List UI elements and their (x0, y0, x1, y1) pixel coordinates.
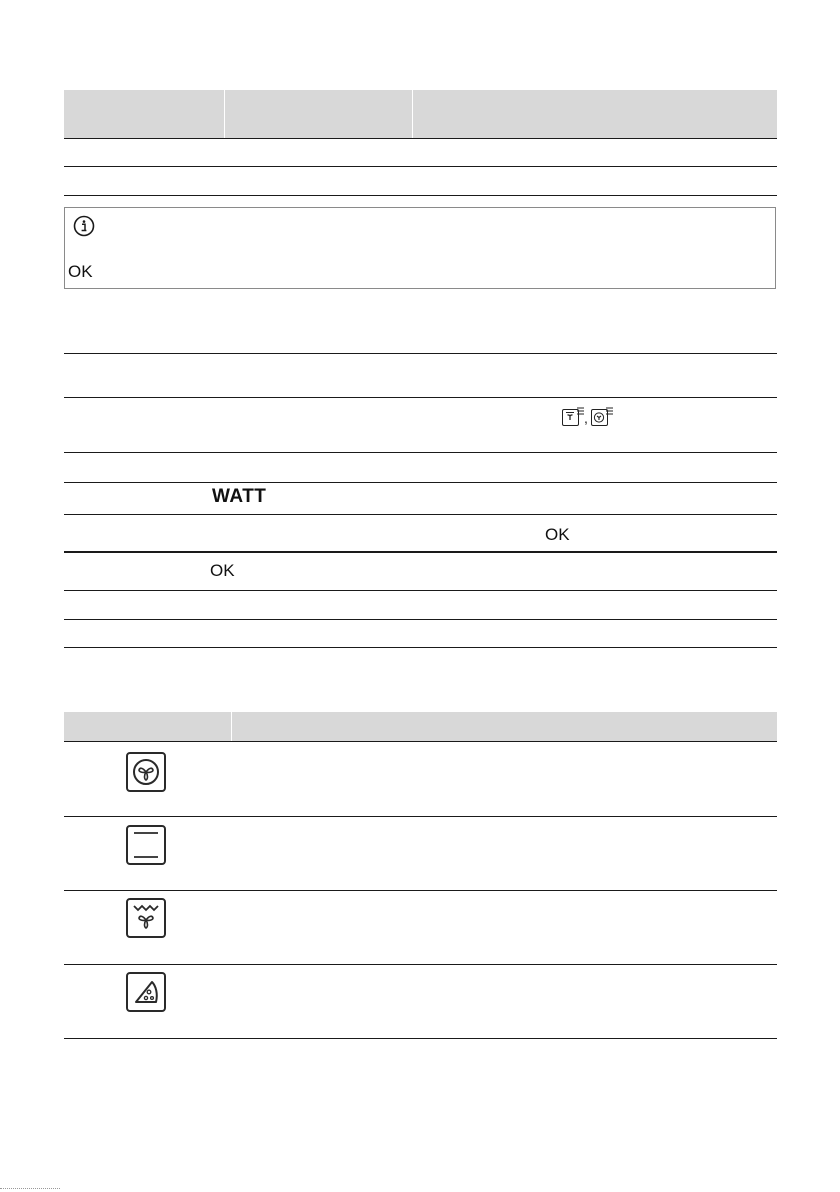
table3-row-rule (64, 964, 777, 965)
table3-row-rule (64, 816, 777, 817)
table1-header (64, 90, 777, 138)
pizza-icon (126, 972, 166, 1012)
note-ok-label: OK (68, 262, 93, 281)
icon-separator: , (584, 410, 588, 426)
fan-circle-grill-icon-rays (606, 403, 614, 413)
table2-top-rule (64, 353, 777, 354)
oven-frame-icon (126, 825, 166, 865)
table3-row-rule (64, 890, 777, 891)
info-note-box (64, 207, 776, 289)
table2-row-rule (64, 551, 777, 553)
table3-header-rule (64, 741, 777, 742)
fan-circle-icon (126, 752, 166, 792)
table2-row-rule (64, 514, 777, 515)
table1-header-rule (64, 138, 777, 139)
info-icon (73, 215, 95, 237)
fan-grill-heat-icon (126, 898, 166, 938)
page-edge-artifact (0, 1188, 60, 1189)
table2-row-rule (64, 619, 777, 620)
ok-label-row6: OK (210, 561, 235, 580)
watt-label: WATT (212, 486, 267, 507)
table1-row-rule (64, 166, 777, 167)
table3-bottom-rule (64, 1038, 777, 1039)
table1-col-divider-2 (412, 90, 413, 138)
table3-header (64, 712, 777, 741)
table3-col-divider (231, 712, 232, 741)
table2-row-rule (64, 397, 777, 398)
table2-bottom-rule (64, 647, 777, 648)
table1-col-divider-1 (224, 90, 225, 138)
table2-row-rule (64, 482, 777, 483)
table2-row-rule (64, 452, 777, 453)
table1-bottom-rule (64, 195, 777, 196)
table2-row-rule (64, 590, 777, 591)
ok-label-row5: OK (545, 525, 570, 544)
